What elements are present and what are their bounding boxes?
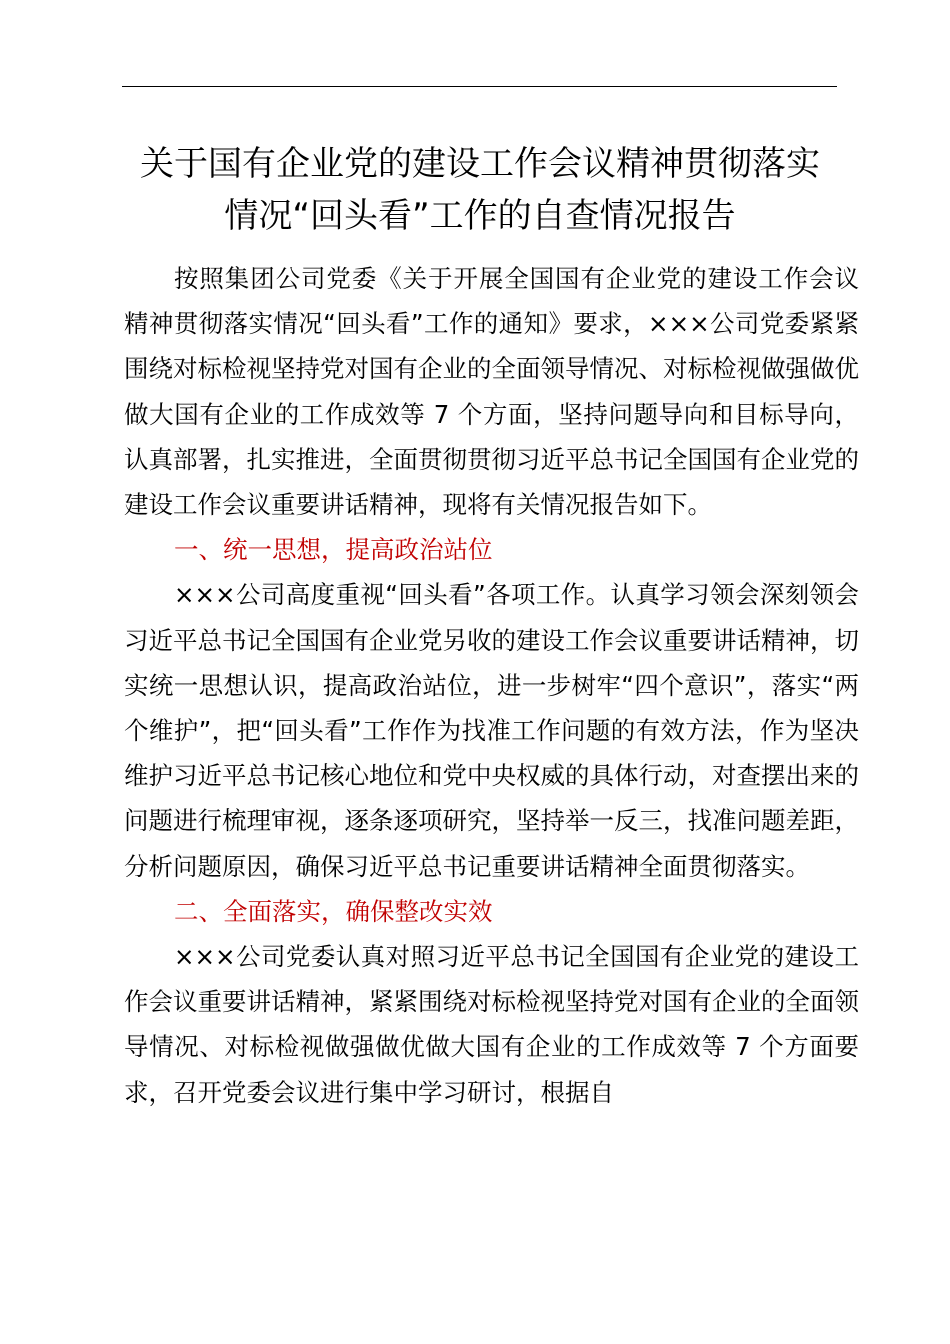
intro-paragraph: 按照集团公司党委《关于开展全国国有企业党的建设工作会议精神贯彻落实情况“回头看”工作的通知》要求，×××公司党委紧紧围绕对标检视坚持党对国有企业的全面领导情况、对标检视做强做优做大国有企业的工作成效等 7 个方面，坚持问题导向和目标导向，认真部署，扎实推进，全面贯彻贯彻习近平总书记全国国有企业党的建设工作会议重要讲话精神，现将有关情况报告如下。 bbox=[124, 264, 859, 520]
title-line-2: 情况“回头看”工作的自查情况报告 bbox=[224, 196, 736, 236]
section-1-paragraph: ×××公司高度重视“回头看”各项工作。认真学习领会深刻领会习近平总书记全国国有企业党另收的建设工作会议重要讲话精神，切实统一思想认识，提高政治站位，进一步树牢“四个意识”，落实“两个维护”，把“回头看”工作作为找准工作问题的有效方法，作为坚决维护习近平总书记核心地位和党中央权威的具体行动，对查摆出来的问题进行梳理审视，逐条逐项研究，坚持举一反三，找准问题差距，分析问题原因，确保习近平总书记重要讲话精神全面贯彻落实。 bbox=[124, 580, 859, 881]
section-heading-2: 二、全面落实，确保整改实效 bbox=[174, 896, 493, 926]
header-rule bbox=[122, 86, 837, 87]
document-body bbox=[124, 256, 859, 1115]
title-line-1: 关于国有企业党的建设工作会议精神贯彻落实 bbox=[140, 144, 820, 184]
document-title bbox=[100, 138, 860, 242]
section-2-paragraph: ×××公司党委认真对照习近平总书记全国国有企业党的建设工作会议重要讲话精神，紧紧围绕对标检视坚持党对国有企业的全面领导情况、对标检视做强做优做大国有企业的工作成效等 7 个方面要求，召开党委会议进行集中学习研讨，根据自 bbox=[124, 942, 859, 1107]
section-heading-1: 一、统一思想，提高政治站位 bbox=[174, 535, 493, 565]
